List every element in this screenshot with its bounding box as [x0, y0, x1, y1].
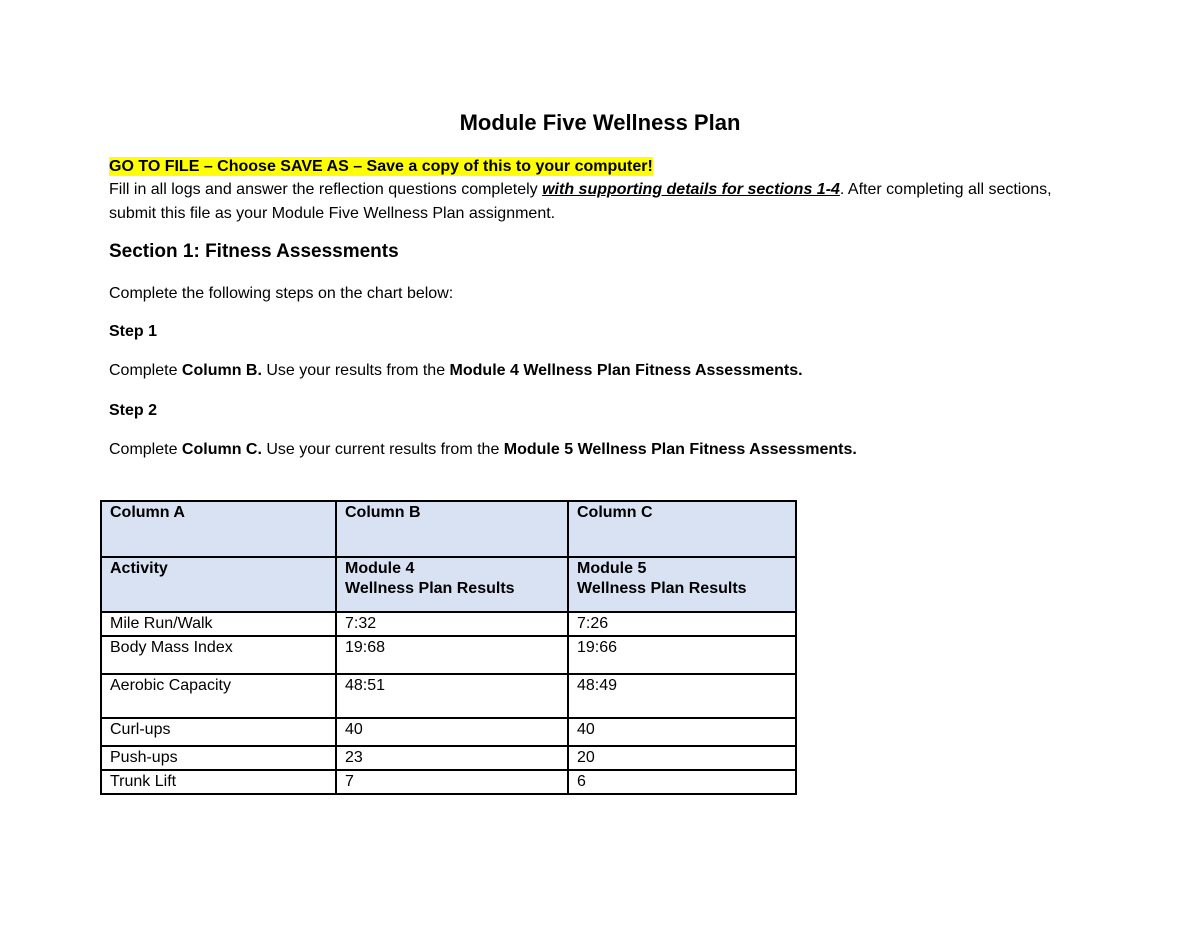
activity-cell[interactable]: Push-ups: [101, 746, 336, 770]
activity-cell[interactable]: Mile Run/Walk: [101, 612, 336, 636]
activity-cell[interactable]: Aerobic Capacity: [101, 674, 336, 718]
module-5-cell[interactable]: 40: [568, 718, 796, 746]
step-2-b2: Module 5 Wellness Plan Fitness Assessments.: [503, 441, 857, 458]
module-5-cell[interactable]: 7:26: [568, 612, 796, 636]
section-instructions: Complete the following steps on the chart below:: [109, 285, 454, 302]
header-column-b: Column B: [336, 501, 568, 557]
module-4-cell[interactable]: 23: [336, 746, 568, 770]
activity-cell[interactable]: Curl-ups: [101, 718, 336, 746]
step-1-text: [109, 362, 803, 380]
step-2-label: Step 2: [109, 402, 158, 419]
step-2-b1: Column C.: [181, 441, 262, 458]
intro-text-end: . After completing all sections, submit this file as your Module Five Wellness Plan assignment.: [109, 181, 1052, 222]
document-title: Module Five Wellness Plan: [459, 110, 741, 135]
table-row: [101, 674, 796, 718]
step-1-t1: Complete: [109, 362, 182, 379]
step-1-label: Step 1: [109, 323, 158, 340]
header-module-4: [336, 557, 568, 612]
table-row: [101, 636, 796, 674]
header-column-a: Column A: [101, 501, 336, 557]
header-module-4-line2: Wellness Plan Results: [345, 580, 515, 597]
module-4-cell[interactable]: 19:68: [336, 636, 568, 674]
module-4-cell[interactable]: 7: [336, 770, 568, 794]
table-header-row-labels: [101, 557, 796, 612]
table-row: [101, 612, 796, 636]
step-2-t2: Use your current results from the: [261, 441, 504, 458]
intro-paragraph: [109, 178, 1094, 226]
module-5-cell[interactable]: 19:66: [568, 636, 796, 674]
step-2-text: [109, 441, 857, 459]
module-5-cell[interactable]: 20: [568, 746, 796, 770]
module-4-cell[interactable]: 48:51: [336, 674, 568, 718]
header-module-4-line1: Module 4: [345, 560, 415, 577]
table-header-row-columns: [101, 501, 796, 557]
fitness-assessment-table: [100, 500, 797, 795]
step-1-t2: Use your results from the: [261, 362, 450, 379]
intro-emphasis: with supporting details for sections 1-4: [542, 181, 840, 198]
section-1-heading: Section 1: Fitness Assessments: [109, 241, 399, 262]
table-row: [101, 718, 796, 746]
header-column-c: Column C: [568, 501, 796, 557]
step-2-t1: Complete: [109, 441, 182, 458]
header-module-5-line2: Wellness Plan Results: [577, 580, 747, 597]
step-1-b2: Module 4 Wellness Plan Fitness Assessments.: [449, 362, 803, 379]
module-4-cell[interactable]: 40: [336, 718, 568, 746]
header-module-5-line1: Module 5: [577, 560, 647, 577]
module-5-cell[interactable]: 48:49: [568, 674, 796, 718]
module-5-cell[interactable]: 6: [568, 770, 796, 794]
intro-text: Fill in all logs and answer the reflection questions completely: [109, 181, 543, 198]
module-4-cell[interactable]: 7:32: [336, 612, 568, 636]
header-module-5: [568, 557, 796, 612]
activity-cell[interactable]: Trunk Lift: [101, 770, 336, 794]
table-row: [101, 746, 796, 770]
step-1-b1: Column B.: [181, 362, 262, 379]
table-row: [101, 770, 796, 794]
save-notice-highlight: GO TO FILE – Choose SAVE AS – Save a copy of this to your computer!: [109, 158, 653, 175]
activity-cell[interactable]: Body Mass Index: [101, 636, 336, 674]
header-activity: Activity: [101, 557, 336, 612]
